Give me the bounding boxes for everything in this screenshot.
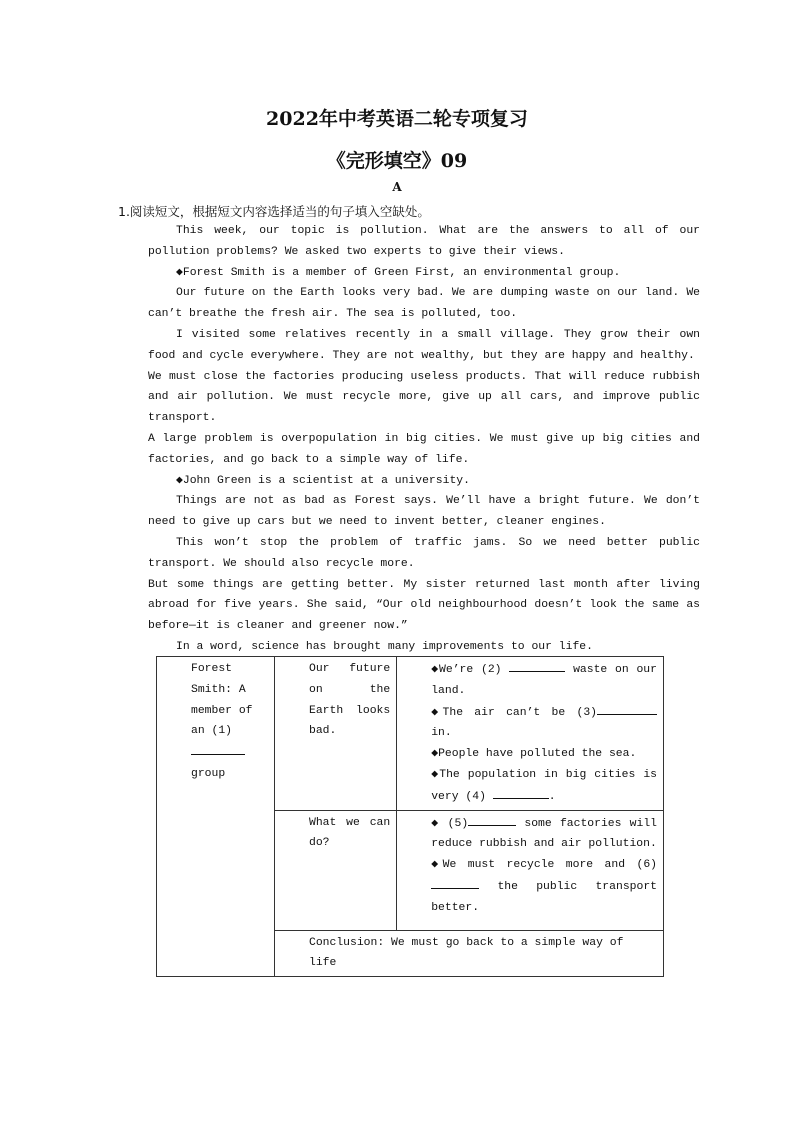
answer-blank-3[interactable] [597,702,657,715]
answer-blank-5[interactable] [468,813,516,826]
question-instruction: 1.阅读短文，根据短文内容选择适当的句子填入空缺处。 [118,204,430,219]
passage-paragraph: We must close the factories producing useless products. That will reduce rubbish and air pollution. We must recycle more, give up all cars, and improve public transport. [148,370,700,425]
point-item [431,702,657,745]
passage-paragraph: Things are not as bad as Forest says. We’ll have a bright future. We don’t need to give up cars but we need to invent better, cleaner engines. [148,495,700,529]
point-text: ◆People have polluted the sea. [431,748,637,761]
point-item [431,813,657,856]
conclusion-cell: Conclusion: We must go back to a simple way of life [274,930,663,977]
point-item [431,744,657,765]
point-text: in. [431,727,452,740]
passage-paragraph: But some things are getting better. My sister returned last month after living abroad for five years. She said, “Our old neighbourhood doesn’t look the same as before—it is cleaner and greener now.” [148,578,700,633]
topic-cell: What we can do? [274,810,396,930]
point-text: ◆We’re (2) [431,664,502,676]
topic-cell: Our future on the Earth looks bad. [274,657,396,811]
answer-blank-6[interactable] [431,876,479,889]
passage-paragraph: A large problem is overpopulation in big cities. We must give up big cities and factories, and go back to a simple way of life. [148,432,700,466]
point-text: ◆The population in big cities is very (4) [431,768,657,803]
passage-paragraph: This won’t stop the problem of traffic jams. So we need better public transport. We should also recycle more. [148,536,700,570]
passage-paragraph: In a word, science has brought many improvements to our life. [176,640,593,653]
answer-blank-1[interactable] [191,742,245,755]
points-cell [397,657,664,811]
passage-paragraph: ◆John Green is a scientist at a university. [176,474,470,487]
point-text: some factories will reduce rubbish and air pollution. [431,817,658,851]
point-item [431,765,657,808]
point-text: ◆The air can’t be (3) [431,706,597,719]
table-row [157,657,664,811]
document-subtitle: 《完形填空》09 [326,150,468,172]
person-tail: group [191,767,226,780]
point-text: ◆We must recycle more and (6) [431,859,657,872]
point-text: . [548,790,556,803]
point-text: ◆ (5) [431,817,469,830]
point-item [431,855,657,918]
point-text: the public transport better. [431,880,657,914]
answer-blank-2[interactable] [509,659,565,672]
passage-paragraph: ◆Forest Smith is a member of Green First, an environmental group. [176,266,621,279]
passage-paragraph: Our future on the Earth looks very bad. We are dumping waste on our land. We can’t breathe the fresh air. The sea is polluted, too. [148,287,700,321]
summary-table [156,656,664,977]
person-label: Forest Smith: A member of an (1) [191,663,253,738]
passage-paragraph: This week, our topic is pollution. What are the answers to all of our pollution problems? We asked two experts to give their views. [148,225,700,258]
reading-passage [148,221,700,658]
passage-paragraph: I visited some relatives recently in a small village. They grow their own food and cycle everywhere. They are not wealthy, but they are happy and healthy. [148,328,700,362]
point-item [431,659,657,702]
point-text: waste on our land. [431,664,657,697]
answer-blank-4[interactable] [493,786,549,799]
points-cell [397,810,664,930]
section-label: A [392,180,402,194]
person-cell [157,657,275,977]
document-title: 2022年中考英语二轮专项复习 [266,108,528,130]
